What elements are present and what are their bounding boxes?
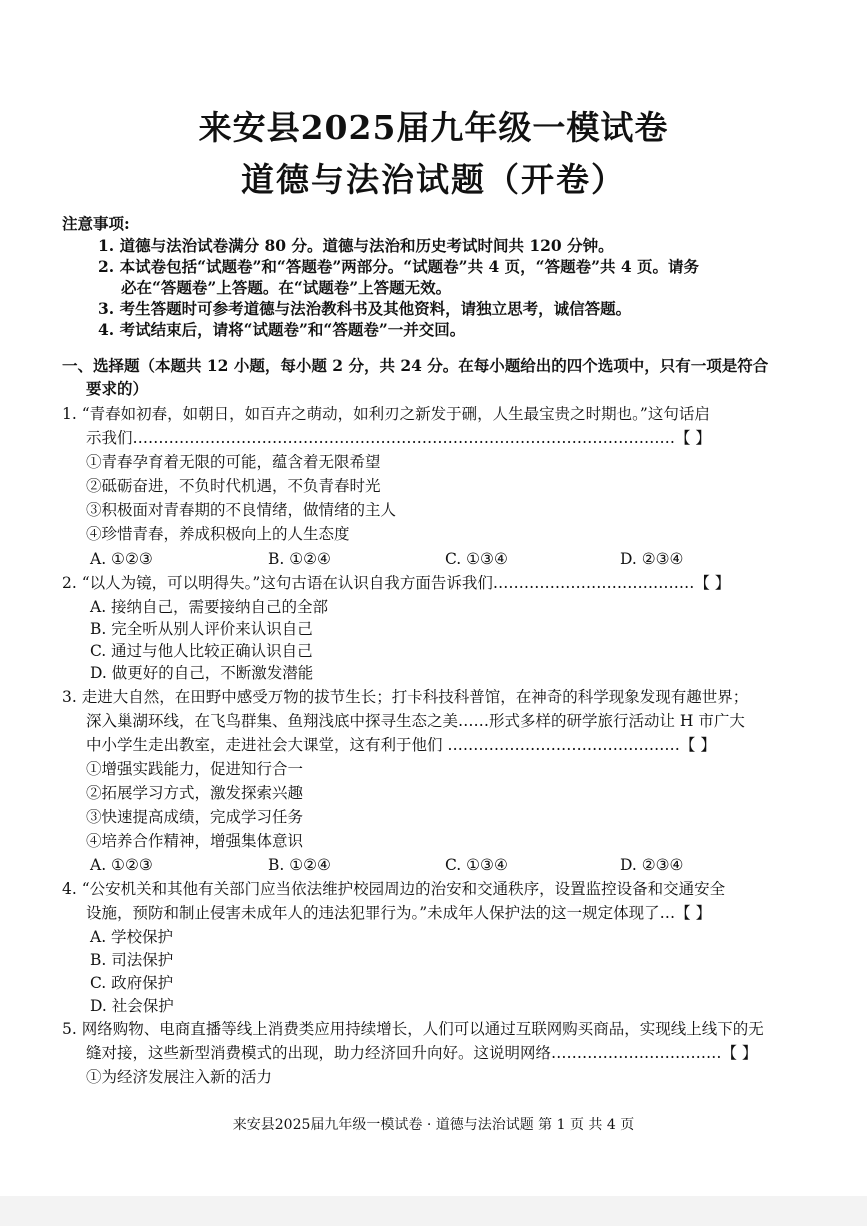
q3-stem: 3. 走进大自然，在田野中感受万物的拔节生长；打卡科技科普馆，在神奇的科学现象发现有趣世界；	[62, 688, 749, 706]
q2-option-a: A. 接纳自己，需要接纳自己的全部	[90, 598, 329, 616]
q3-option-c: C. ①③④	[445, 856, 508, 874]
q2-stem: 2. “以人为镜，可以明得失。”这句古语在认识自我方面告诉我们…………………………………【 】	[62, 574, 731, 592]
q1-stem: 1. “青春如初春，如朝日，如百卉之萌动，如利刃之新发于硎，人生最宝贵之时期也。”这句话启	[62, 405, 710, 423]
q4-option-a: A. 学校保护	[90, 928, 174, 946]
notice-item-2: 2. 本试卷包括“试题卷”和“答题卷”两部分。“试题卷”共 4 页，“答题卷”共 4 页。请务	[98, 257, 700, 276]
q4-stem: 4. “公安机关和其他有关部门应当依法维护校园周边的治安和交通秩序，设置监控设备和交通安全	[62, 880, 726, 898]
q1-option-b: B. ①②④	[268, 550, 331, 568]
q3-option-d: D. ②③④	[620, 856, 684, 874]
notice-item-3: 3. 考生答题时可参考道德与法治教科书及其他资料，请独立思考，诚信答题。	[98, 299, 632, 318]
notice-item-1: 1. 道德与法治试卷满分 80 分。道德与法治和历史考试时间共 120 分钟。	[98, 236, 614, 255]
q2-option-c: C. 通过与他人比较正确认识自己	[90, 642, 313, 660]
notice-item-2-cont: 必在“答题卷”上答题。在“试题卷”上答题无效。	[121, 278, 452, 297]
q3-item-3: ③快速提高成绩，完成学习任务	[86, 808, 304, 826]
exam-title: 来安县2025届九年级一模试卷	[198, 108, 669, 147]
scan-bottom-margin	[0, 1196, 867, 1226]
q2-option-d: D. 做更好的自己，不断激发潜能	[90, 664, 314, 682]
section-heading-cont: 要求的）	[86, 379, 149, 398]
q3-option-b: B. ①②④	[268, 856, 331, 874]
exam-subtitle: 道德与法治试题（开卷）	[241, 160, 626, 199]
section-heading: 一、选择题（本题共 12 小题，每小题 2 分，共 24 分。在每小题给出的四个选项中，只有一项是符合	[62, 356, 769, 375]
q4-option-b: B. 司法保护	[90, 951, 174, 969]
q4-option-d: D. 社会保护	[90, 997, 174, 1015]
notice-heading: 注意事项:	[62, 214, 130, 233]
q5-stem-cont: 缝对接，这些新型消费模式的出现，助力经济回升向好。这说明网络……………………………【 】	[86, 1044, 758, 1062]
q1-item-4: ④珍惜青春，养成积极向上的人生态度	[86, 525, 350, 543]
q5-item-1: ①为经济发展注入新的活力	[86, 1068, 273, 1086]
q2-option-b: B. 完全听从别人评价来认识自己	[90, 620, 313, 638]
q3-item-4: ④培养合作精神，增强集体意识	[86, 832, 304, 850]
q4-option-c: C. 政府保护	[90, 974, 174, 992]
q1-item-1: ①青春孕育着无限的可能，蕴含着无限希望	[86, 453, 381, 471]
q1-option-a: A. ①②③	[90, 550, 153, 568]
q3-stem-cont-2: 中小学生走出教室，走进社会大课堂，这有利于他们 ………………………………………【 】	[86, 736, 716, 754]
q1-option-c: C. ①③④	[445, 550, 508, 568]
page-footer: 来安县2025届九年级一模试卷 · 道德与法治试题 第 1 页 共 4 页	[232, 1117, 635, 1133]
q4-stem-cont: 设施，预防和制止侵害未成年人的违法犯罪行为。”未成年人保护法的这一规定体现了…【 】	[86, 904, 712, 922]
q5-stem: 5. 网络购物、电商直播等线上消费类应用持续增长，人们可以通过互联网购买商品，实现线上线下的无	[62, 1020, 764, 1038]
q3-item-1: ①增强实践能力，促进知行合一	[86, 760, 304, 778]
q1-item-3: ③积极面对青春期的不良情绪，做情绪的主人	[86, 501, 397, 519]
q1-option-d: D. ②③④	[620, 550, 684, 568]
q3-option-a: A. ①②③	[90, 856, 153, 874]
q3-item-2: ②拓展学习方式，激发探索兴趣	[86, 784, 304, 802]
notice-item-4: 4. 考试结束后，请将“试题卷”和“答题卷”一并交回。	[98, 320, 466, 339]
q1-stem-cont: 示我们……………………………………………………………………………………………【 】	[86, 429, 711, 447]
q1-item-2: ②砥砺奋进，不负时代机遇，不负青春时光	[86, 477, 381, 495]
q3-stem-cont-1: 深入巢湖环线，在飞鸟群集、鱼翔浅底中探寻生态之美……形式多样的研学旅行活动让 H 市广大	[86, 712, 745, 730]
